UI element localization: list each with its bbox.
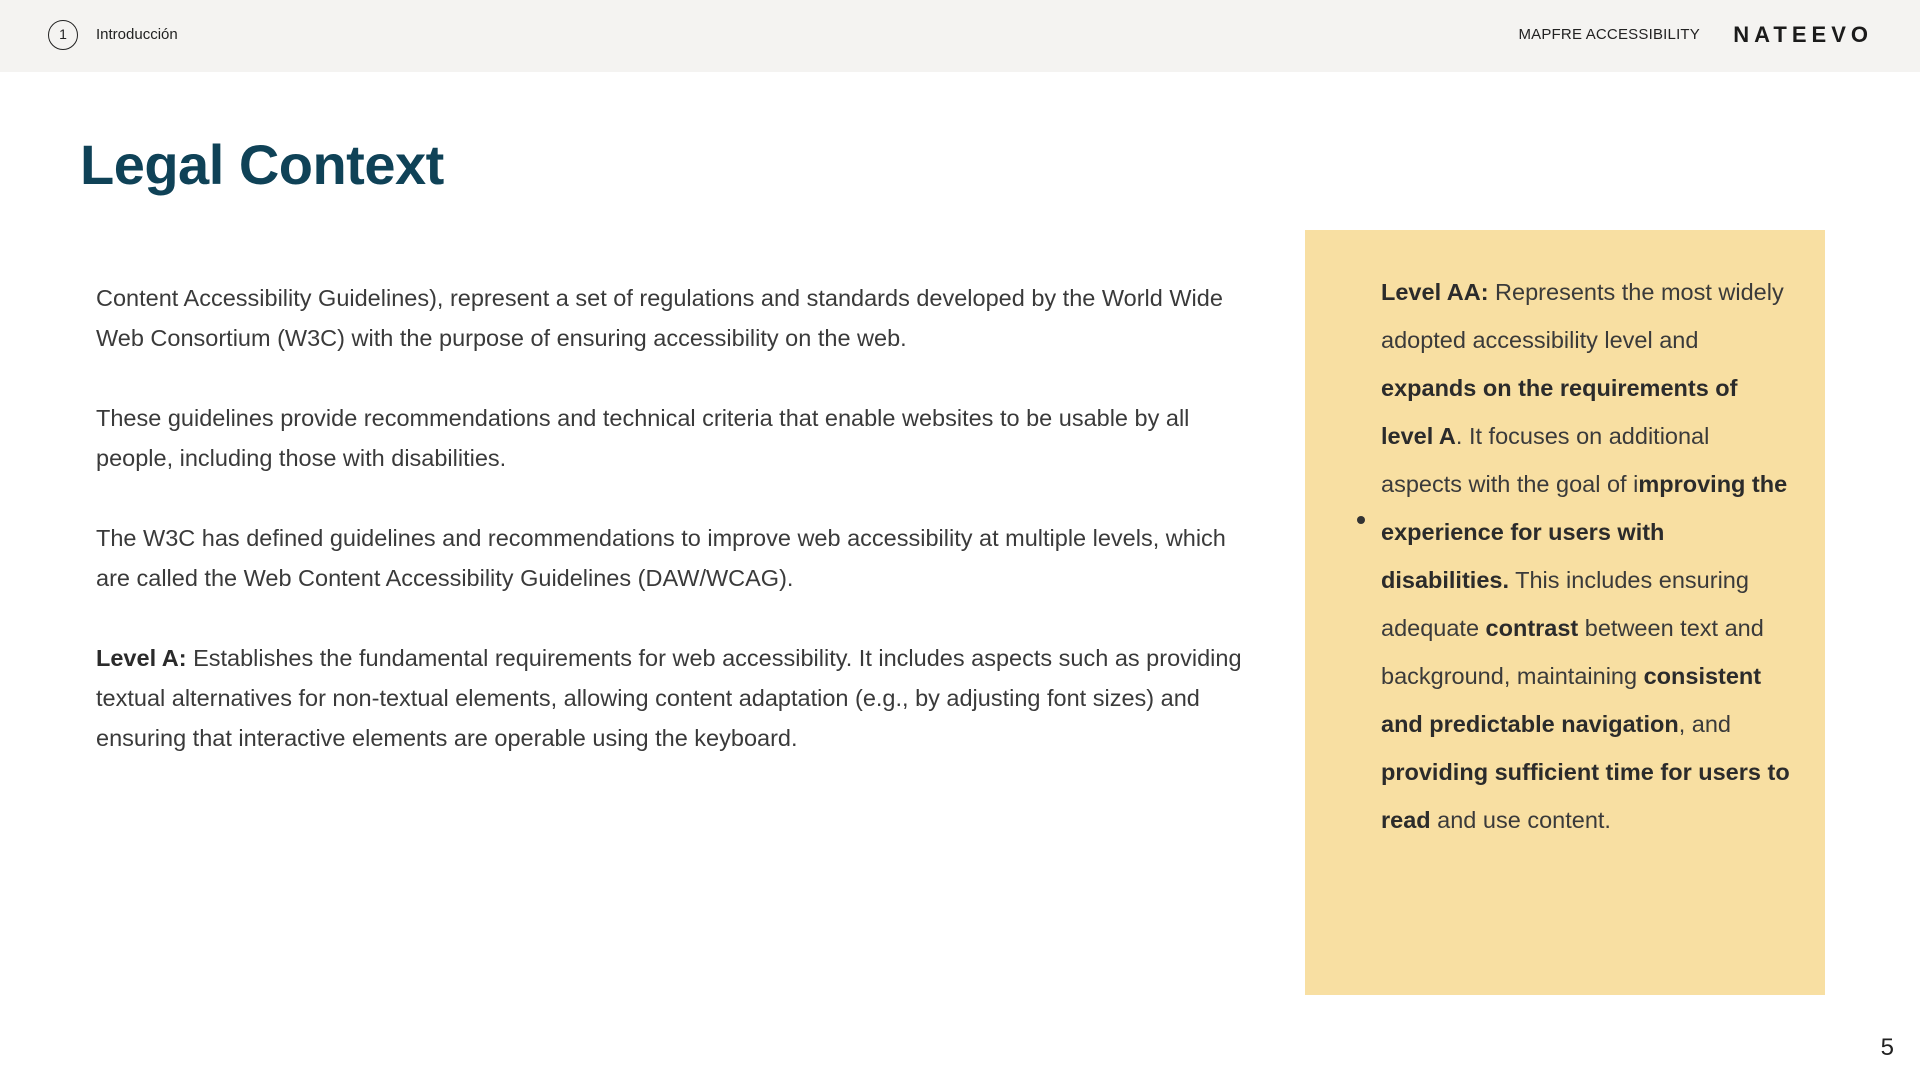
callout-bold-segment: expands on the requirements of level A: [1381, 375, 1738, 449]
page-title: Legal Context: [80, 133, 444, 196]
level-a-text: Establishes the fundamental requirements for web accessibility. It includes aspects such as providing textual alternatives for non-textual elements, allowing content adaptation (e.g., by adjusting font sizes) and ensuring that interactive elements are operable using the keyboard.: [96, 645, 1242, 751]
level-aa-callout: [1305, 230, 1825, 995]
callout-text-segment: and use content.: [1430, 807, 1611, 833]
paragraph-level-a: [96, 638, 1266, 758]
level-aa-label: Level AA:: [1381, 279, 1489, 305]
paragraph-w3c-levels: The W3C has defined guidelines and recommendations to improve web accessibility at multiple levels, which are called the Web Content Accessibility Guidelines (DAW/WCAG).: [96, 525, 1226, 591]
callout-text-segment: , and: [1678, 711, 1732, 737]
level-a-label: Level A:: [96, 645, 187, 671]
bullet-icon: [1357, 516, 1365, 524]
header-bar: [0, 0, 1920, 72]
callout-text-segment: . It focuses on additional aspects with the goal of i: [1381, 423, 1710, 497]
callout-text-segment: between text and background, maintaining: [1381, 615, 1764, 689]
page-number: 5: [1880, 1034, 1894, 1061]
paragraph-guidelines: These guidelines provide recommendations and technical criteria that enable websites to be usable by all people, including those with disabilities.: [96, 405, 1190, 471]
callout-bold-segment: contrast: [1485, 615, 1579, 641]
callout-bold-segment: consistent and predictable navigation: [1381, 663, 1762, 737]
brand-logo: NATEEVO: [1733, 22, 1873, 47]
paragraph-wcag-intro: Content Accessibility Guidelines), represent a set of regulations and standards developed by the World Wide Web Consortium (W3C) with the purpose of ensuring accessibility on the web.: [96, 285, 1223, 351]
project-label: MAPFRE ACCESSIBILITY: [1518, 26, 1700, 43]
section-number-badge: 1: [48, 20, 78, 50]
level-aa-text: [1381, 268, 1791, 844]
main-content: [96, 278, 1266, 798]
section-title: Introducción: [96, 26, 178, 43]
callout-text-segment: Represents the most widely adopted accessibility level and: [1381, 279, 1784, 353]
callout-bold-segment: providing sufficient time for users to read: [1381, 759, 1790, 833]
callout-bold-segment: mproving the experience for users with disabilities.: [1381, 471, 1788, 593]
callout-text-segment: This includes ensuring adequate: [1381, 567, 1749, 641]
